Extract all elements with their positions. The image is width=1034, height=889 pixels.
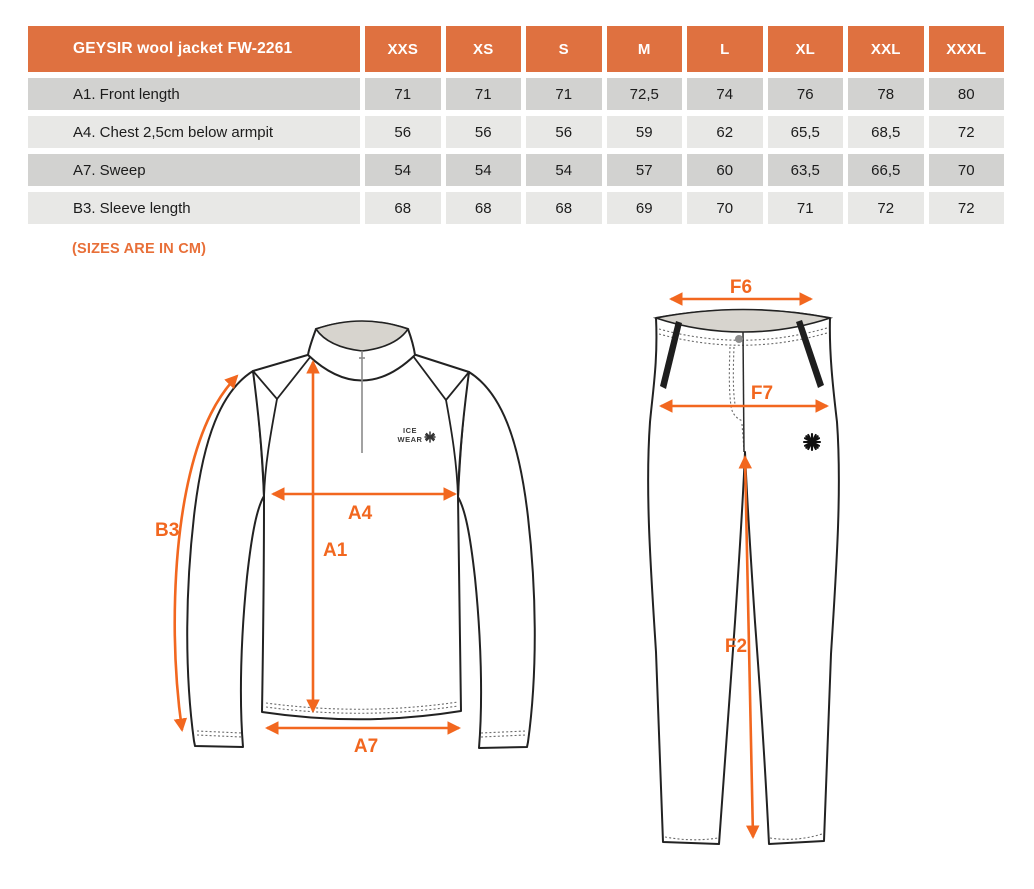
table-cell: 54: [446, 154, 522, 186]
jacket-outline: [187, 354, 535, 748]
size-header-m: M: [607, 26, 683, 72]
snowflake-icon: [425, 432, 435, 442]
table-cell: 56: [365, 116, 441, 148]
table-cell: 68,5: [848, 116, 924, 148]
size-header-xxxl: XXXL: [929, 26, 1005, 72]
jacket-body: [253, 354, 469, 719]
pants-fly-line: [743, 332, 744, 452]
table-cell: 72: [848, 192, 924, 224]
table-cell: 56: [526, 116, 602, 148]
size-header-s: S: [526, 26, 602, 72]
table-cell: 72: [929, 116, 1005, 148]
waist-button: [735, 335, 743, 343]
table-cell: 74: [687, 78, 763, 110]
table-cell: 72: [929, 192, 1005, 224]
size-header-xxl: XXL: [848, 26, 924, 72]
table-cell: 68: [526, 192, 602, 224]
row-label: A1. Front length: [28, 78, 360, 110]
table-cell: 66,5: [848, 154, 924, 186]
table-cell: 69: [607, 192, 683, 224]
table-cell: 76: [768, 78, 844, 110]
label-a4: A4: [347, 503, 373, 524]
size-header-xs: XS: [446, 26, 522, 72]
row-label: B3. Sleeve length: [28, 192, 360, 224]
table-cell: 71: [365, 78, 441, 110]
table-cell: 78: [848, 78, 924, 110]
size-header-xxs: XXS: [365, 26, 441, 72]
size-header-xl: XL: [768, 26, 844, 72]
jacket-left-sleeve: [187, 371, 264, 747]
table-cell: 71: [768, 192, 844, 224]
table-cell: 59: [607, 116, 683, 148]
table-cell: 60: [687, 154, 763, 186]
table-cell: 70: [687, 192, 763, 224]
pants-diagram: [630, 278, 880, 878]
table-title: GEYSIR wool jacket FW-2261: [28, 26, 360, 72]
label-a1: A1: [323, 540, 348, 561]
sizes-in-cm-note: (SIZES ARE IN CM): [72, 241, 207, 257]
pants-snowflake-icon: [804, 434, 820, 450]
label-f2: F2: [724, 636, 748, 657]
table-cell: 68: [446, 192, 522, 224]
label-b3: B3: [155, 520, 180, 541]
jacket-diagram: [140, 295, 580, 770]
label-a7: A7: [353, 736, 379, 757]
table-cell: 62: [687, 116, 763, 148]
table-cell: 54: [365, 154, 441, 186]
row-label: A4. Chest 2,5cm below armpit: [28, 116, 360, 148]
table-cell: 71: [446, 78, 522, 110]
table-cell: 65,5: [768, 116, 844, 148]
jacket-right-sleeve: [458, 372, 535, 748]
table-cell: 68: [365, 192, 441, 224]
size-table: [28, 26, 1004, 224]
logo-text-wear: WEAR: [397, 435, 423, 444]
row-label: A7. Sweep: [28, 154, 360, 186]
table-cell: 72,5: [607, 78, 683, 110]
table-cell: 71: [526, 78, 602, 110]
table-cell: 54: [526, 154, 602, 186]
logo-text-ice: ICE: [402, 426, 418, 435]
table-cell: 56: [446, 116, 522, 148]
table-cell: 70: [929, 154, 1005, 186]
table-cell: 57: [607, 154, 683, 186]
label-f7: F7: [750, 383, 774, 404]
table-cell: 63,5: [768, 154, 844, 186]
size-header-l: L: [687, 26, 763, 72]
table-cell: 80: [929, 78, 1005, 110]
label-f6: F6: [729, 278, 753, 298]
